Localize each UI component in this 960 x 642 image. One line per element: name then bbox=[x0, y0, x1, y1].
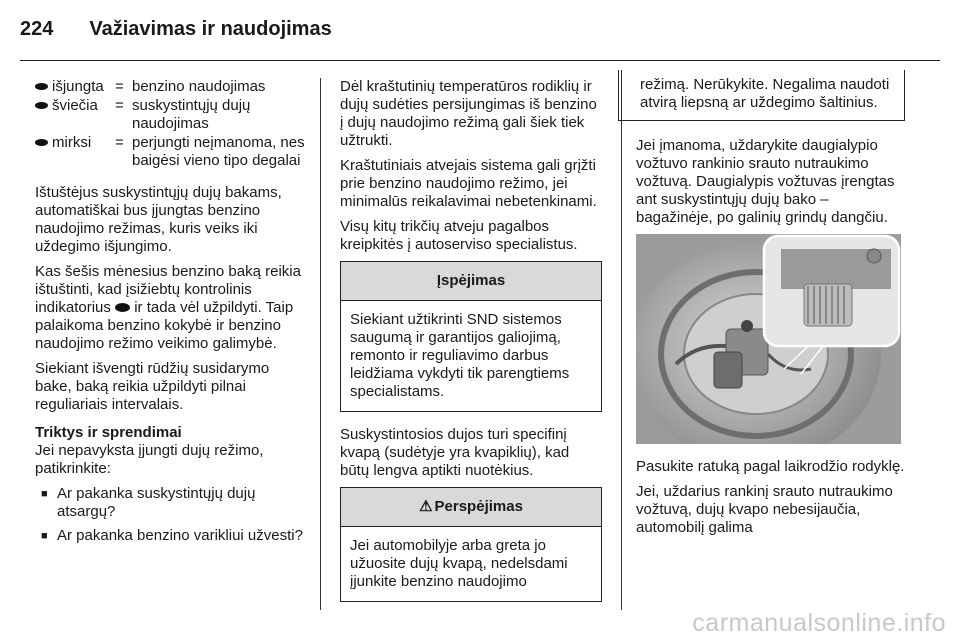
paragraph: Kraštutiniais atvejais sistema gali grįžti prie benzino naudojimo režimo, jei minimalūs reikalavimai nebetenkinami. bbox=[340, 157, 597, 210]
paragraph: Kas šešis mėnesius benzino baką reikia ištuštinti, kad įsižiebtų kontrolinis indikatorius ir tada vėl užpildyti. Taip palaikoma benzino kokybė ir benzino naudojimo režimo veikimo galimybė. bbox=[35, 263, 301, 352]
watermark: carmanualsonline.info bbox=[692, 609, 946, 637]
indicator-lamp-icon bbox=[35, 139, 48, 146]
indicator-legend bbox=[35, 78, 305, 170]
warning-box bbox=[340, 487, 602, 602]
column-3 bbox=[621, 78, 905, 544]
notice-body: Siekiant užtikrinti SND sistemos saugumą ir garantijos galiojimą, remonto ir reguliavimo darbus leidžiama vykdyti tik parengtiems specialistams. bbox=[350, 311, 570, 400]
page-number: 224 bbox=[20, 18, 54, 40]
equals-sign: = bbox=[115, 134, 124, 151]
paragraph: Jei, uždarius rankinį srauto nutraukimo vožtuvą, dujų kvapo nebesijaučia, automobilį galima bbox=[636, 483, 893, 536]
warning-box-continued: režimą. Nerūkykite. Negalima naudoti atvirą liepsną ar uždegimo šaltinius. bbox=[618, 70, 905, 121]
paragraph: Dėl kraštutinių temperatūros rodiklių ir dujų sudėties persijungimas iš benzino į dujų naudojimo režimą gali šiek tiek užtrukti. bbox=[340, 78, 597, 149]
indicator-lamp-icon bbox=[115, 303, 130, 312]
paragraph: Pasukite ratuką pagal laikrodžio rodyklę. bbox=[636, 458, 905, 475]
warning-title: Perspėjimas bbox=[434, 498, 523, 515]
paragraph: Suskystintosios dujos turi specifinį kvapą (sudėtyje yra kvapiklių), kad būtų lengva aptikti nuotėkius. bbox=[340, 426, 570, 479]
paragraph: Ištuštėjus suskystintųjų dujų bakams, automatiškai bus įjungtas benzino naudojimo režimas, kuris veiks iki uždegimo išjungimo. bbox=[35, 184, 282, 255]
indicator-lamp-icon bbox=[35, 102, 48, 109]
column-divider-1 bbox=[320, 78, 321, 610]
header-rule bbox=[20, 60, 940, 61]
list-item: ■ Ar pakanka benzino varikliui užvesti? bbox=[35, 527, 305, 545]
indicator-meaning: benzino naudojimas bbox=[132, 78, 266, 95]
equals-sign: = bbox=[115, 78, 124, 95]
valve-illustration bbox=[636, 234, 901, 444]
indicator-lamp-icon bbox=[35, 83, 48, 90]
page-title: Važiavimas ir naudojimas bbox=[89, 18, 332, 40]
indicator-row bbox=[35, 97, 305, 133]
checklist bbox=[35, 485, 305, 545]
column-2 bbox=[340, 78, 602, 616]
indicator-row bbox=[35, 134, 305, 170]
equals-sign: = bbox=[115, 97, 124, 114]
indicator-row bbox=[35, 78, 305, 96]
warning-body: Jei automobilyje arba greta jo užuosite dujų kvapą, nedelsdami įjunkite benzino naudojimo bbox=[350, 537, 568, 590]
page-header bbox=[20, 18, 332, 48]
list-item: ■ Ar pakanka suskystintųjų dujų atsargų? bbox=[35, 485, 305, 521]
column-1 bbox=[35, 78, 305, 551]
section-heading: Triktys ir sprendimai bbox=[35, 424, 182, 441]
warning-icon: ⚠ bbox=[419, 498, 433, 515]
notice-box bbox=[340, 261, 602, 412]
indicator-meaning: perjungti neįmanoma, nes baigėsi vieno tipo degalai bbox=[132, 134, 305, 169]
multivalve-image bbox=[636, 234, 901, 444]
indicator-state: mirksi bbox=[52, 134, 92, 151]
indicator-meaning: suskystintųjų dujų naudojimas bbox=[132, 97, 251, 132]
paragraph: Siekiant išvengti rūdžių susidarymo bake, baką reikia užpildyti pilnai reguliariais intervalais. bbox=[35, 360, 270, 413]
notice-title: Įspėjimas bbox=[341, 262, 601, 301]
paragraph: Jei įmanoma, uždarykite daugialypio vožtuvo rankinio srauto nutraukimo vožtuvą. Daugialypis vožtuvas įrengtas ant suskystintųjų dujų bako – bagažinėje, po galinių grindų dangčiu. bbox=[636, 137, 895, 226]
paragraph: Visų kitų trikčių atveju pagalbos kreipkitės į autoserviso specialistus. bbox=[340, 218, 578, 253]
indicator-state: šviečia bbox=[52, 97, 98, 114]
indicator-state: išjungta bbox=[52, 78, 104, 95]
paragraph: Jei nepavyksta įjungti dujų režimo, patikrinkite: bbox=[35, 442, 264, 477]
